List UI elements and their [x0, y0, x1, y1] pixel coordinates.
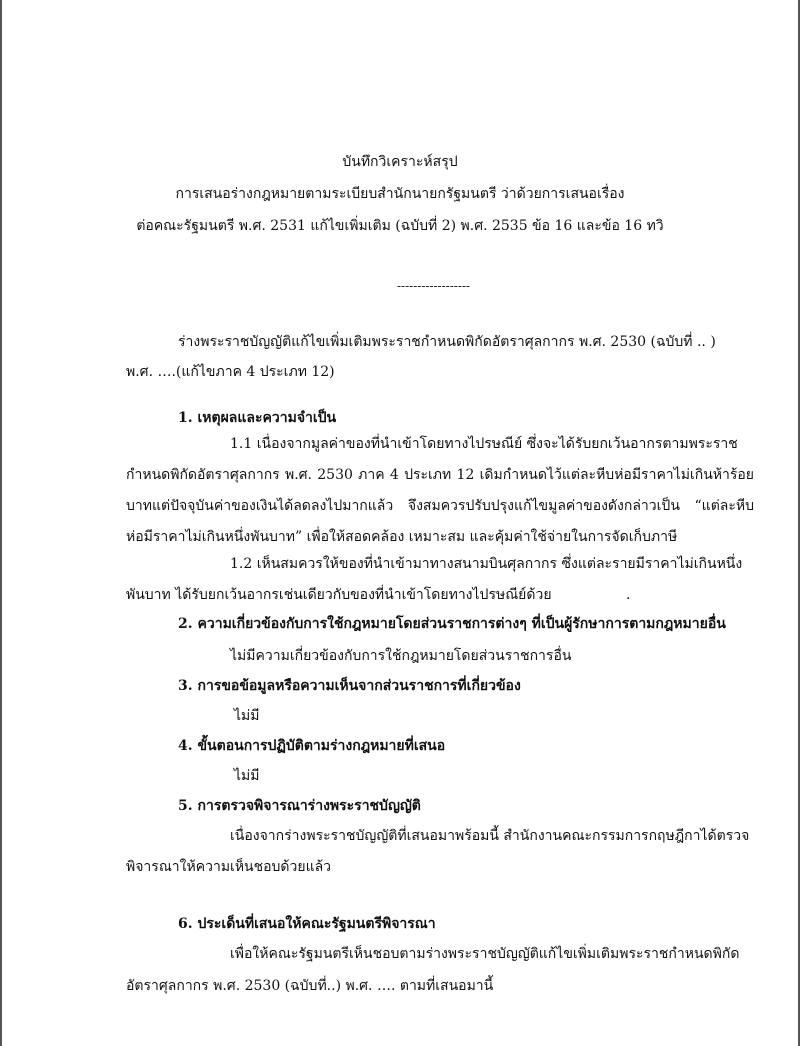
document-subtitle-line-2: ต่อคณะรัฐมนตรี พ.ศ. 2531 แก้ไขเพิ่มเติม (ฉบับที่ 2) พ.ศ. 2535 ข้อ 16 และข้อ 16 ทวิ	[136, 218, 664, 234]
section-4-line-1: ไม่มี	[234, 768, 260, 784]
section-6-line-1: เพื่อให้คณะรัฐมนตรีเห็นชอบตามร่างพระราชบัญญัติแก้ไขเพิ่มเติมพระราชกำหนดพิกัด	[230, 946, 740, 962]
section-6-heading: 6. ประเด็นที่เสนอให้คณะรัฐมนตรีพิจารณา	[178, 916, 436, 932]
section-1-line-1: 1.1 เนื่องจากมูลค่าของที่นำเข้าโดยทางไปรษณีย์ ซึ่งจะได้รับยกเว้นอากรตามพระราช	[230, 436, 738, 452]
section-5-line-1: เนื่องจากร่างพระราชบัญญัติที่เสนอมาพร้อมนี้ สำนักงานคณะกรรมการกฤษฎีกาได้ตรวจ	[230, 828, 750, 844]
section-3-line-1: ไม่มี	[234, 708, 260, 724]
section-1-line-6: พันบาท ได้รับยกเว้นอากรเช่นเดียวกับของที่นำเข้าโดยทางไปรษณีย์ด้วย	[126, 587, 552, 603]
section-6-line-2: อัตราศุลกากร พ.ศ. 2530 (ฉบับที่..) พ.ศ. …. ตามที่เสนอมานี้	[126, 978, 494, 994]
section-4-heading: 4. ขั้นตอนการปฏิบัติตามร่างกฎหมายที่เสนอ	[178, 738, 446, 754]
intro-line-2: พ.ศ. ….(แก้ไขภาค 4 ประเภท 12)	[126, 364, 335, 380]
section-1-line-4: ห่อมีราคาไม่เกินหนึ่งพันบาท” เพื่อให้สอดคล้อง เหมาะสม และคุ้มค่าใช้จ่ายในการจัดเก็บภาษี	[126, 529, 678, 545]
section-2-line-1: ไม่มีความเกี่ยวข้องกับการใช้กฎหมายโดยส่วนราชการอื่น	[230, 648, 572, 664]
title-divider: ------------------	[397, 279, 470, 293]
section-2-heading: 2. ความเกี่ยวข้องกับการใช้กฎหมายโดยส่วนราชการต่างๆ ที่เป็นผู้รักษาการตามกฎหมายอื่น	[178, 616, 726, 632]
section-1-line-5: 1.2 เห็นสมควรให้ของที่นำเข้ามาทางสนามบินศุลกากร ซึ่งแต่ละรายมีราคาไม่เกินหนึ่ง	[230, 556, 743, 572]
intro-line-1: ร่างพระราชบัญญัติแก้ไขเพิ่มเติมพระราชกำหนดพิกัดอัตราศุลกากร พ.ศ. 2530 (ฉบับที่ .. )	[178, 334, 716, 350]
section-3-heading: 3. การขอข้อมูลหรือความเห็นจากส่วนราชการที่เกี่ยวข้อง	[178, 678, 521, 694]
section-5-heading: 5. การตรวจพิจารณาร่างพระราชบัญญัติ	[178, 798, 421, 814]
section-5-line-2: พิจารณาให้ความเห็นชอบด้วยแล้ว	[126, 859, 332, 875]
section-1-heading: 1. เหตุผลและความจำเป็น	[178, 410, 337, 426]
section-1-line-3: บาทแต่ปัจจุบันค่าของเงินได้ลดลงไปมากแล้ว จึงสมควรปรับปรุงแก้ไขมูลค่าของดังกล่าวเป็น “แต่ละหีบ	[126, 498, 754, 514]
section-1-line-2: กำหนดพิกัดอัตราศุลกากร พ.ศ. 2530 ภาค 4 ประเภท 12 เดิมกำหนดไว้แต่ละหีบห่อมีราคาไม่เกินห้าร้อย	[126, 467, 754, 483]
document-title: บันทึกวิเคราะห์สรุป	[342, 154, 458, 170]
document-subtitle-line-1: การเสนอร่างกฎหมายตามระเบียบสำนักนายกรัฐมนตรี ว่าด้วยการเสนอเรื่อง	[175, 186, 625, 202]
section-1-trailing-dot: .	[626, 587, 631, 603]
